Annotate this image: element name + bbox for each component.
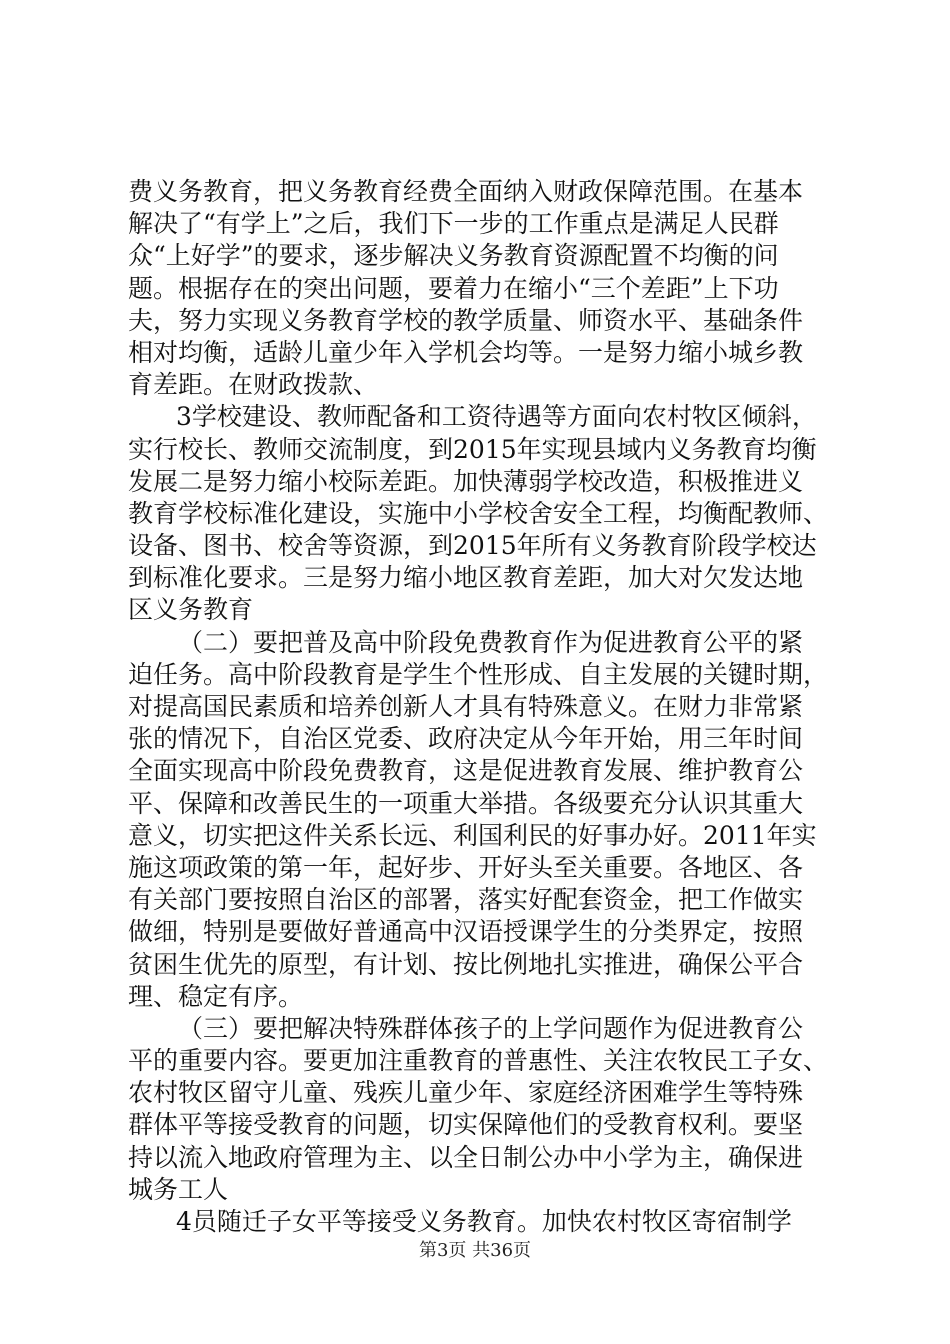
text-line: 育差距。在财政拨款、 [128,370,379,400]
text-line: 设备、图书、校舍等资源，到2015年所有义务教育阶段学校达 [128,531,817,561]
text-line: 实行校长、教师交流制度，到2015年实现县域内义务教育均衡 [128,434,817,464]
text-line: 解决了“有学上”之后，我们下一步的工作重点是满足人民群 [128,209,779,239]
text-line: 夫，努力实现义务教育学校的教学质量、师资水平、基础条件 [128,305,804,335]
text-line: 全面实现高中阶段免费教育，这是促进教育发展、维护教育公 [128,756,804,786]
text-line: 教育学校标准化建设，实施中小学校舍安全工程，均衡配教师、 [128,498,829,528]
text-line: 相对均衡，适龄儿童少年入学机会均等。一是努力缩小城乡教 [128,337,804,367]
text-line: （三）要把解决特殊群体孩子的上学问题作为促进教育公 [178,1013,804,1043]
text-line: 做细，特别是要做好普通高中汉语授课学生的分类界定，按照 [128,917,804,947]
text-line: 迫任务。高中阶段教育是学生个性形成、自主发展的关键时期， [128,659,829,689]
text-line: 农村牧区留守儿童、残疾儿童少年、家庭经济困难学生等特殊 [128,1078,804,1108]
text-line: 到标准化要求。三是努力缩小地区教育差距，加大对欠发达地 [128,563,804,593]
text-line: 意义，切实把这件关系长远、利国利民的好事办好。2011年实 [128,820,817,850]
text-line: 持以流入地政府管理为主、以全日制公办中小学为主，确保进 [128,1142,804,1172]
text-line: 众“上好学”的要求，逐步解决义务教育资源配置不均衡的问 [128,241,779,271]
text-line: （二）要把普及高中阶段免费教育作为促进教育公平的紧 [178,627,804,657]
text-line: 贫困生优先的原型，有计划、按比例地扎实推进，确保公平合 [128,949,804,979]
text-line: 群体平等接受教育的问题，切实保障他们的受教育权利。要坚 [128,1110,804,1140]
text-line: 发展二是努力缩小校际差距。加快薄弱学校改造，积极推进义 [128,466,804,496]
text-line: 张的情况下，自治区党委、政府决定从今年开始，用三年时间 [128,724,804,754]
text-line: 对提高国民素质和培养创新人才具有特殊意义。在财力非常紧 [128,692,804,721]
text-line: 施这项政策的第一年，起好步、开好头至关重要。各地区、各 [128,852,804,882]
text-line: 区义务教育 [128,595,254,625]
text-line: 有关部门要按照自治区的部署，落实好配套资金，把工作做实 [128,885,804,915]
text-line: 平的重要内容。要更加注重教育的普惠性、关注农牧民工子女、 [128,1046,829,1076]
text-line: 题。根据存在的突出问题，要着力在缩小“三个差距”上下功 [128,273,779,303]
body-text [128,176,838,1238]
page-number-footer: 第3页 共36页 [418,1240,532,1261]
text-line: 理、稳定有序。 [128,981,304,1011]
text-line: 3学校建设、教师配备和工资待遇等方面向农村牧区倾斜， [176,402,817,432]
text-line: 城务工人 [128,1174,229,1204]
text-line: 平、保障和改善民生的一项重大举措。各级要充分认识其重大 [128,788,804,818]
text-line: 费义务教育，把义务教育经费全面纳入财政保障范围。在基本 [128,177,804,206]
text-line: 4员随迁子女平等接受义务教育。加快农村牧区寄宿制学 [176,1207,792,1236]
